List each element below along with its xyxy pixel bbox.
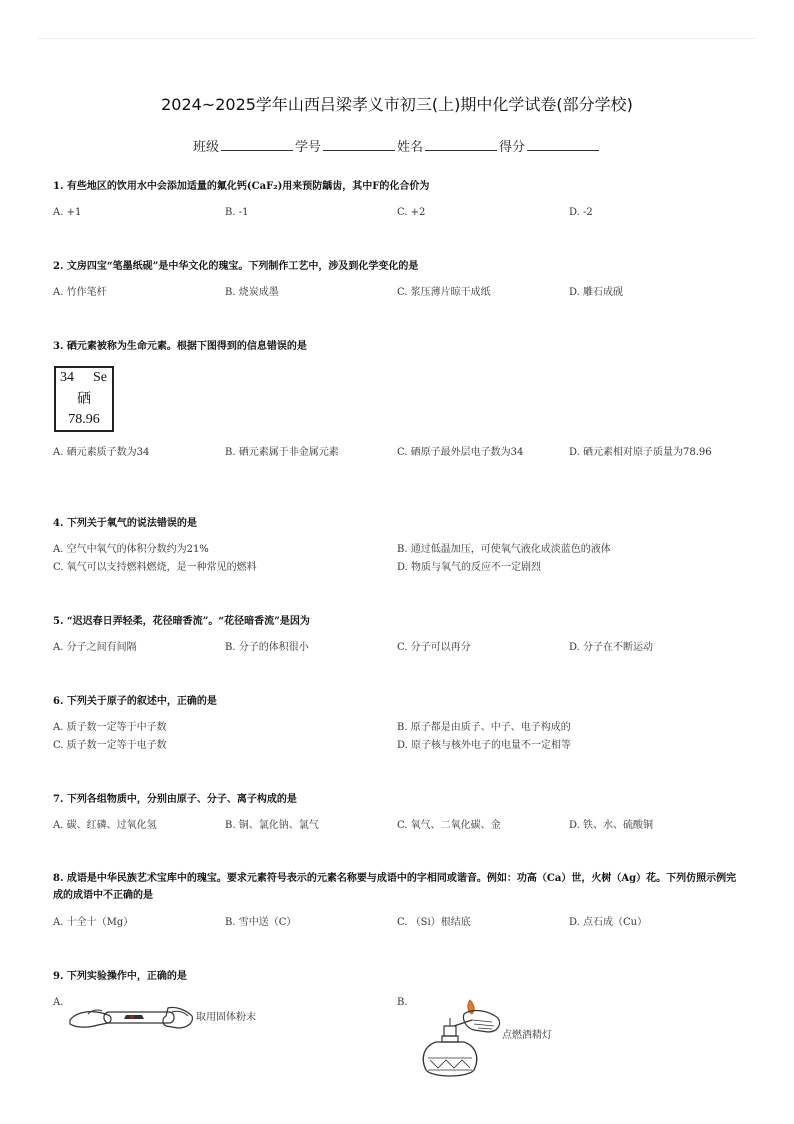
question-9-stem: 9. 下列实验操作中，正确的是 [53,971,187,982]
question-6-option-b[interactable]: B. 原子都是由质子、中子、电子构成的 [397,722,571,733]
question-5-stem: 5. “迟迟春日弄轻柔，花径暗香流”。“花径暗香流”是因为 [53,616,310,627]
question-8-stem: 8. 成语是中华民族艺术宝库中的瑰宝。要求元素符号表示的元素名称要与成语中的字相同或谐音。例如：功高（Ca）世，火树（Ag）花。下列仿照示例完成的成语中不正确的是 [53,873,737,901]
score-field[interactable] [527,139,599,151]
question-4-option-c[interactable]: C. 氧气可以支持燃料燃烧，是一种常见的燃料 [53,562,257,573]
question-6-stem: 6. 下列关于原子的叙述中，正确的是 [53,696,217,707]
class-label: 班级 [192,140,219,155]
question-7-option-a[interactable]: A. 碳、红磷、过氧化氢 [53,820,157,831]
name-field[interactable] [425,139,497,151]
alcohol-lamp-illustration [414,996,506,1082]
question-4-option-d[interactable]: D. 物质与氧气的反应不一定剧烈 [397,562,542,573]
question-2-option-b[interactable]: B. 烧炭成墨 [225,287,279,298]
question-7-stem: 7. 下列各组物质中，分别由原子、分子、离子构成的是 [53,794,297,805]
question-6-option-d[interactable]: D. 原子核与核外电子的电量不一定相等 [397,740,572,751]
question-1-option-c[interactable]: C. +2 [397,207,426,218]
question-4-option-b[interactable]: B. 通过低温加压，可使氧气液化成淡蓝色的液体 [397,544,611,555]
question-8-option-d[interactable]: D. 点石成（Cu） [569,917,648,928]
question-5-option-d[interactable]: D. 分子在不断运动 [569,642,654,653]
option-a-caption: 取用固体粉末 [196,1012,256,1023]
class-field[interactable] [221,139,293,151]
name-label: 姓名 [397,140,424,155]
score-label: 得分 [499,140,526,155]
question-4-stem: 4. 下列关于氧气的说法错误的是 [53,518,197,529]
question-9-option-a[interactable]: A. [53,997,64,1008]
question-7-option-c[interactable]: C. 氧气、二氧化碳、金 [397,820,501,831]
question-5-option-b[interactable]: B. 分子的体积很小 [225,642,309,653]
id-label: 学号 [294,140,321,155]
selenium-element-card [54,366,114,432]
atomic-number: 34 [60,370,74,385]
question-1-option-d[interactable]: D. -2 [569,207,593,218]
question-3-stem: 3. 硒元素被称为生命元素。根据下图得到的信息错误的是 [53,341,307,352]
question-6-option-a[interactable]: A. 质子数一定等于中子数 [53,722,167,733]
test-tube-powder-illustration [68,998,196,1038]
element-symbol: Se [93,370,107,385]
page-title: 2024~2025学年山西吕梁孝义市初三(上)期中化学试卷(部分学校) [161,95,633,114]
question-5-option-a[interactable]: A. 分子之间有间隔 [53,642,137,653]
question-1-stem: 1. 有些地区的饮用水中会添加适量的氟化钙(CaF₂)用来预防龋齿，其中F的化合价为 [53,181,430,192]
question-6-option-c[interactable]: C. 质子数一定等于电子数 [53,740,167,751]
question-2-option-c[interactable]: C. 浆压薄片晾干成纸 [397,287,491,298]
question-4-option-a[interactable]: A. 空气中氧气的体积分数约为21% [53,544,209,555]
question-1-option-a[interactable]: A. +1 [53,207,82,218]
question-2-option-d[interactable]: D. 雕石成砚 [569,287,624,298]
student-info-line [0,136,794,155]
question-3-option-c[interactable]: C. 硒原子最外层电子数为34 [397,447,524,458]
question-7-option-d[interactable]: D. 铁、水、硫酸铜 [569,820,654,831]
element-name: 硒 [77,392,91,407]
question-3-option-b[interactable]: B. 硒元素属于非金属元素 [225,447,339,458]
option-b-caption: 点燃酒精灯 [502,1030,552,1041]
question-8-option-b[interactable]: B. 雪中送（C） [225,917,297,928]
question-9-option-b[interactable]: B. [397,997,408,1008]
question-2-option-a[interactable]: A. 竹作笔杆 [53,287,107,298]
question-7-option-b[interactable]: B. 铜、氯化钠、氯气 [225,820,319,831]
question-3-option-a[interactable]: A. 硒元素质子数为34 [53,447,150,458]
question-8-option-a[interactable]: A. 十全十（Mg） [53,917,134,928]
id-field[interactable] [323,139,395,151]
question-5-option-c[interactable]: C. 分子可以再分 [397,642,471,653]
atomic-mass: 78.96 [68,412,100,427]
header-rule [38,38,756,39]
question-3-option-d[interactable]: D. 硒元素相对原子质量为78.96 [569,447,712,458]
question-8-option-c[interactable]: C. （Si）根结底 [397,917,471,928]
question-2-stem: 2. 文房四宝“笔墨纸砚”是中华文化的瑰宝。下列制作工艺中，涉及到化学变化的是 [53,261,419,272]
question-1-option-b[interactable]: B. -1 [225,207,249,218]
